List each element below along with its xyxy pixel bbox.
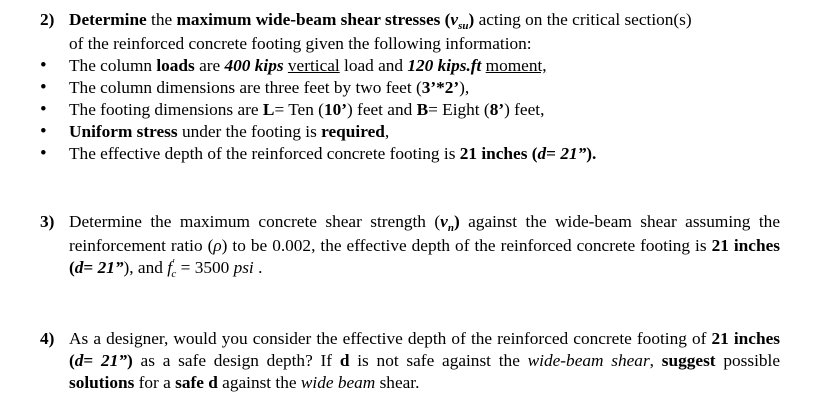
symbol-rho: ρ [213, 236, 222, 255]
text-span: ) to be 0.002, the effective depth of the reinforced concrete footing is [221, 236, 712, 255]
question-2 [40, 9, 780, 165]
text-span: ( [527, 144, 538, 163]
text-span: ) feet, [504, 100, 545, 119]
text-span: against the [217, 373, 301, 392]
text-span: d [74, 258, 84, 277]
text-span: L [262, 100, 275, 119]
text-span: shear. [375, 373, 420, 392]
text-span: The column [69, 56, 157, 75]
text-span: required [321, 122, 385, 141]
text-span: = [83, 351, 94, 370]
text-span: 21” [93, 258, 124, 277]
text-span: ) [468, 10, 475, 29]
text-span: 120 kips.ft [407, 56, 482, 75]
text-span: Determine [69, 10, 147, 29]
text-span: = Ten ( [274, 100, 324, 119]
text-span: moment, [485, 56, 547, 75]
text-span: 400 kips [224, 56, 284, 75]
text-span: Uniform stress [69, 122, 178, 141]
text-span: d [339, 351, 350, 370]
text-span: against the wide-beam shear assuming the reinforcement ratio ( [69, 212, 780, 255]
text-span: 10’ [323, 100, 347, 119]
text-span: safe d [175, 373, 218, 392]
text-span: of the reinforced concrete footing given the following information: [69, 34, 532, 53]
equals-sign: = [176, 258, 195, 277]
list-item [40, 143, 780, 165]
text-span: B [416, 100, 429, 119]
text-span: ) [126, 351, 133, 370]
text-span: 8’ [489, 100, 505, 119]
text-span: = [546, 144, 557, 163]
text-span: ( [69, 351, 75, 370]
symbol-v: v [450, 10, 459, 29]
prime-mark: ′ [172, 257, 175, 269]
unit-psi: psi [229, 258, 254, 277]
text-span: The effective depth of the reinforced concrete footing is [69, 144, 460, 163]
text-span: vertical [287, 56, 340, 75]
text-span: , [649, 351, 662, 370]
text-span: under the footing is [177, 122, 322, 141]
text-span: the [146, 10, 177, 29]
text-span: d [537, 144, 547, 163]
text-span: 21” [93, 351, 127, 370]
question-number: 3) [40, 212, 55, 231]
question-4 [40, 328, 780, 394]
list-item [40, 55, 780, 77]
text-span: = [83, 258, 94, 277]
text-span: ), and [123, 258, 168, 277]
text-span: ), [459, 78, 470, 97]
text-span: maximum wide-beam shear stresses ( [176, 10, 451, 29]
text-span: suggest [661, 351, 716, 370]
text-span: is not safe against the [349, 351, 528, 370]
text-span: 21” [556, 144, 587, 163]
text-span: The footing dimensions are [69, 100, 263, 119]
text-span: Determine the maximum concrete shear strength ( [69, 212, 441, 231]
value-3500: 3500 [194, 258, 230, 277]
question-3-text [69, 211, 780, 281]
text-span: As a designer, would you consider the effective depth of the reinforced concrete footing of [69, 329, 712, 348]
text-span: for a [134, 373, 176, 392]
text-span: The column dimensions are three feet by two feet ( [69, 78, 422, 97]
text-span: wide beam [300, 373, 376, 392]
text-span: . [253, 258, 263, 277]
text-span: ) feet and [346, 100, 417, 119]
text-span: , [384, 122, 390, 141]
subscript-c: c [171, 268, 177, 280]
question-4-text [69, 328, 780, 394]
text-span: = Eight ( [428, 100, 490, 119]
text-span: 21 inches [459, 144, 528, 163]
text-span: load and [339, 56, 408, 75]
text-span: solutions [69, 373, 135, 392]
text-span: 21 inches [711, 236, 780, 255]
subscript-su: su [458, 20, 469, 32]
text-span: 21 inches [711, 329, 780, 348]
text-span: ). [586, 144, 597, 163]
text-span: loads [156, 56, 195, 75]
formula-fc [167, 257, 263, 280]
text-span: wide-beam shear [527, 351, 650, 370]
symbol-v: v [440, 212, 448, 231]
text-span: 3’*2’ [421, 78, 460, 97]
list-item [40, 121, 780, 143]
text-span: possible [715, 351, 780, 370]
question-3 [40, 211, 780, 281]
question-2-intro [69, 9, 780, 55]
symbol-f: f [167, 258, 172, 277]
text-span: ) [453, 212, 460, 231]
text-span: as a safe design depth? If [132, 351, 340, 370]
question-number: 2) [40, 10, 55, 29]
text-span: are [194, 56, 225, 75]
text-span: ( [69, 258, 75, 277]
text-span: acting on the critical section(s) [474, 10, 692, 29]
subscript-n: n [447, 222, 454, 234]
given-information-list [40, 55, 780, 165]
list-item [40, 99, 780, 121]
question-number: 4) [40, 329, 55, 348]
list-item [40, 77, 780, 99]
text-span: d [74, 351, 84, 370]
